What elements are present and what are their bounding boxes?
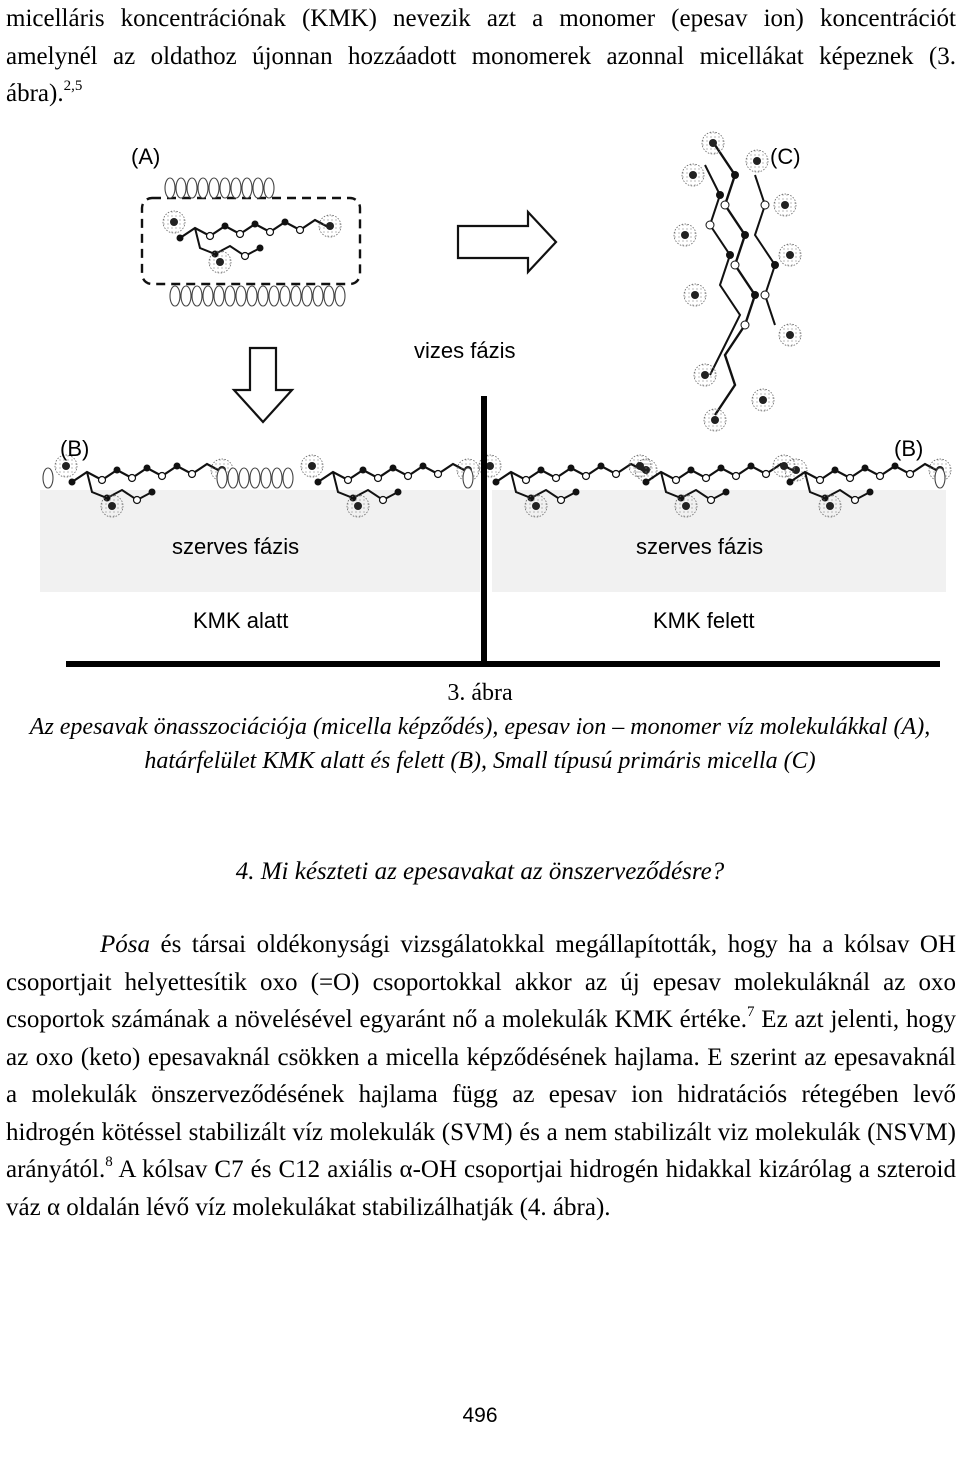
body-text-1: és társai oldékonysági vizsgálatokkal megállapították, hogy ha a kólsav OH csoportjait helyettesítik oxo (=O) csoportokkal akkor az új epesav molekuláknál az oxo csoportok számának a növelésével egyaránt nő a molekulák KMK értéke. bbox=[6, 931, 956, 1033]
label-aqueous-phase: vizes fázis bbox=[414, 338, 516, 363]
intro-text: micelláris koncentrációnak (KMK) nevezik azt a monomer (epesav ion) koncentrációt amelynél az oldathoz újonnan hozzáadott monomerek azonnal micellákat képeznek (3. ábra). bbox=[6, 5, 956, 107]
reference-8: 8 bbox=[105, 1154, 113, 1170]
label-organic-phase-right: szerves fázis bbox=[636, 534, 764, 559]
reference-7: 7 bbox=[746, 1004, 755, 1020]
body-text-2: Ez azt jelenti, hogy az oxo (keto) epesavaknál csökken a micella képződésének hajlama. E szerint az epesavaknál a molekulák önszerveződésének hajlama függ az epesav ion hidratációs rétegében levő hidrogén kötéssel stabilizált víz molekulák (SVM) és a nem stabilizált viz molekulák (NSVM) arányától. bbox=[6, 1006, 956, 1183]
label-c: (C) bbox=[770, 144, 801, 169]
body-text-3: A kólsav C7 és C12 axiális α-OH csoportjai hidrogén hidakkal kizárólag a szteroid váz α oldalán lévő víz molekulákat stabilizálhatják (4. ábra). bbox=[6, 1156, 956, 1221]
label-b-left: (B) bbox=[60, 436, 90, 461]
caption-number: 3. ábra bbox=[447, 680, 513, 706]
caption-text: Az epesavak önasszociációja (micella képződés), epesav ion – monomer víz molekulákkal (A), határfelület KMK alatt és felett (B), Small típusú primáris micella (C) bbox=[29, 714, 931, 774]
page-number: 496 bbox=[462, 1404, 498, 1427]
arrow-right bbox=[458, 212, 556, 272]
label-a: (A) bbox=[131, 144, 161, 169]
section-heading: 4. Mi készteti az epesavakat az önszerveződésre? bbox=[235, 858, 725, 885]
intro-paragraph bbox=[6, 0, 956, 113]
author-name: Pósa bbox=[100, 931, 150, 958]
label-below-cmc: KMK alatt bbox=[193, 608, 289, 633]
figure-illustration bbox=[0, 120, 960, 680]
label-above-cmc: KMK felett bbox=[653, 608, 755, 633]
panel-c-micelle bbox=[674, 132, 801, 431]
intro-reference: 2,5 bbox=[63, 78, 83, 94]
arrow-down bbox=[234, 348, 292, 422]
figure-3 bbox=[0, 120, 960, 680]
panel-a-monomer bbox=[142, 178, 360, 306]
label-b-right: (B) bbox=[894, 436, 924, 461]
label-organic-phase-left: szerves fázis bbox=[172, 534, 300, 559]
body-paragraph bbox=[6, 926, 956, 1226]
